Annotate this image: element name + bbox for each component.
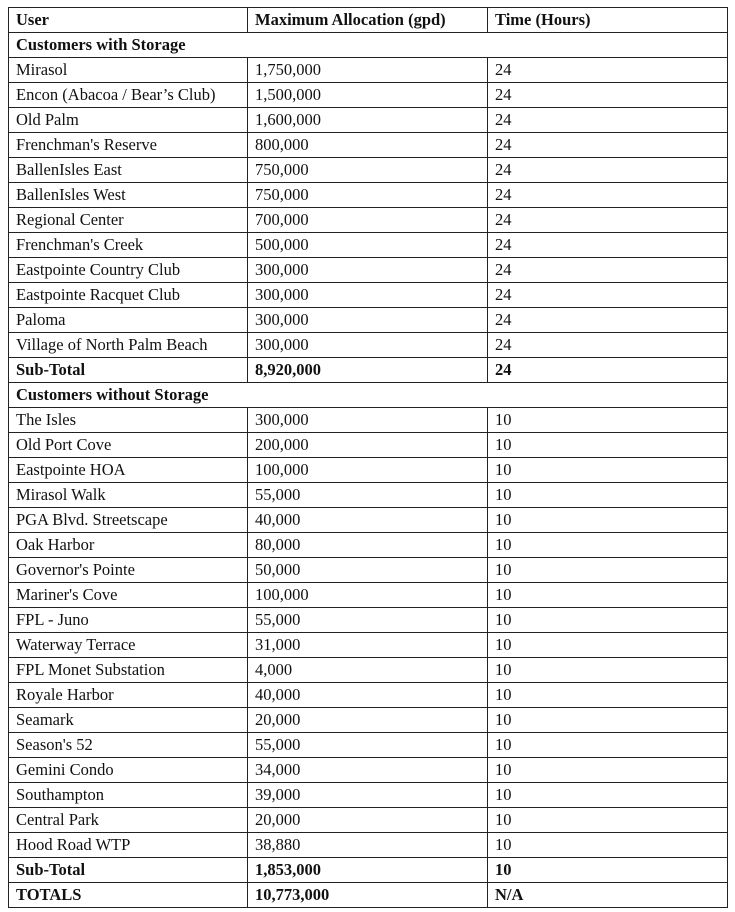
cell-user: Old Port Cove (9, 433, 248, 458)
cell-time: 10 (488, 833, 728, 858)
cell-allocation: 300,000 (248, 258, 488, 283)
cell-time: 10 (488, 683, 728, 708)
table-row (9, 83, 728, 108)
cell-allocation: 40,000 (248, 508, 488, 533)
cell-allocation: 1,750,000 (248, 58, 488, 83)
table-row (9, 308, 728, 333)
cell-time: 10 (488, 808, 728, 833)
table-row (9, 508, 728, 533)
table-row (9, 533, 728, 558)
cell-user: BallenIsles East (9, 158, 248, 183)
header-allocation: Maximum Allocation (gpd) (248, 8, 488, 33)
table-row (9, 658, 728, 683)
cell-time: 24 (488, 58, 728, 83)
cell-user: FPL - Juno (9, 608, 248, 633)
cell-time: 24 (488, 158, 728, 183)
cell-allocation: 4,000 (248, 658, 488, 683)
section-title-no-storage: Customers without Storage (9, 383, 728, 408)
subtotal-allocation: 1,853,000 (248, 858, 488, 883)
table-row (9, 233, 728, 258)
cell-allocation: 750,000 (248, 158, 488, 183)
cell-user: Gemini Condo (9, 758, 248, 783)
table-row (9, 108, 728, 133)
cell-allocation: 40,000 (248, 683, 488, 708)
allocation-table-container (8, 7, 727, 908)
table-row (9, 408, 728, 433)
table-row (9, 483, 728, 508)
cell-user: Season's 52 (9, 733, 248, 758)
cell-user: Oak Harbor (9, 533, 248, 558)
cell-allocation: 55,000 (248, 608, 488, 633)
cell-user: Central Park (9, 808, 248, 833)
cell-allocation: 55,000 (248, 733, 488, 758)
table-row (9, 333, 728, 358)
cell-user: The Isles (9, 408, 248, 433)
table-row (9, 633, 728, 658)
cell-user: Mirasol (9, 58, 248, 83)
table-row (9, 58, 728, 83)
cell-time: 24 (488, 183, 728, 208)
section-no-storage-row (9, 383, 728, 408)
subtotal-time: 10 (488, 858, 728, 883)
cell-allocation: 100,000 (248, 583, 488, 608)
cell-user: Eastpointe Racquet Club (9, 283, 248, 308)
cell-time: 10 (488, 558, 728, 583)
cell-user: Village of North Palm Beach (9, 333, 248, 358)
cell-user: Mariner's Cove (9, 583, 248, 608)
cell-time: 10 (488, 508, 728, 533)
cell-user: PGA Blvd. Streetscape (9, 508, 248, 533)
table-body (9, 8, 728, 908)
cell-user: Frenchman's Creek (9, 233, 248, 258)
subtotal-row-storage (9, 358, 728, 383)
cell-allocation: 300,000 (248, 308, 488, 333)
cell-user: Old Palm (9, 108, 248, 133)
subtotal-row-no-storage (9, 858, 728, 883)
cell-time: 10 (488, 633, 728, 658)
cell-time: 24 (488, 108, 728, 133)
cell-user: Paloma (9, 308, 248, 333)
subtotal-allocation: 8,920,000 (248, 358, 488, 383)
cell-allocation: 300,000 (248, 333, 488, 358)
section-title-storage: Customers with Storage (9, 33, 728, 58)
table-row (9, 158, 728, 183)
cell-allocation: 200,000 (248, 433, 488, 458)
cell-time: 10 (488, 483, 728, 508)
cell-allocation: 55,000 (248, 483, 488, 508)
cell-allocation: 100,000 (248, 458, 488, 483)
cell-time: 24 (488, 333, 728, 358)
totals-allocation: 10,773,000 (248, 883, 488, 908)
cell-time: 10 (488, 783, 728, 808)
totals-label: TOTALS (9, 883, 248, 908)
cell-user: Royale Harbor (9, 683, 248, 708)
cell-allocation: 800,000 (248, 133, 488, 158)
table-row (9, 208, 728, 233)
cell-allocation: 1,600,000 (248, 108, 488, 133)
table-row (9, 833, 728, 858)
table-row (9, 258, 728, 283)
cell-allocation: 700,000 (248, 208, 488, 233)
cell-user: FPL Monet Substation (9, 658, 248, 683)
cell-user: Frenchman's Reserve (9, 133, 248, 158)
table-row (9, 608, 728, 633)
table-row (9, 683, 728, 708)
table-row (9, 783, 728, 808)
cell-time: 24 (488, 233, 728, 258)
table-row (9, 808, 728, 833)
table-row (9, 133, 728, 158)
table-row (9, 758, 728, 783)
cell-time: 24 (488, 208, 728, 233)
cell-user: BallenIsles West (9, 183, 248, 208)
cell-time: 10 (488, 458, 728, 483)
cell-user: Seamark (9, 708, 248, 733)
subtotal-time: 24 (488, 358, 728, 383)
cell-user: Waterway Terrace (9, 633, 248, 658)
cell-time: 10 (488, 408, 728, 433)
cell-time: 24 (488, 83, 728, 108)
table-row (9, 433, 728, 458)
cell-allocation: 80,000 (248, 533, 488, 558)
table-row (9, 458, 728, 483)
header-user: User (9, 8, 248, 33)
cell-user: Eastpointe Country Club (9, 258, 248, 283)
allocation-table (8, 7, 728, 908)
table-row (9, 733, 728, 758)
cell-time: 10 (488, 758, 728, 783)
header-time: Time (Hours) (488, 8, 728, 33)
cell-user: Regional Center (9, 208, 248, 233)
cell-allocation: 39,000 (248, 783, 488, 808)
cell-allocation: 500,000 (248, 233, 488, 258)
cell-user: Hood Road WTP (9, 833, 248, 858)
cell-time: 10 (488, 433, 728, 458)
header-row (9, 8, 728, 33)
cell-time: 24 (488, 283, 728, 308)
totals-time: N/A (488, 883, 728, 908)
table-row (9, 183, 728, 208)
cell-user: Mirasol Walk (9, 483, 248, 508)
table-row (9, 583, 728, 608)
table-row (9, 283, 728, 308)
totals-row (9, 883, 728, 908)
table-row (9, 708, 728, 733)
subtotal-label: Sub-Total (9, 358, 248, 383)
cell-allocation: 20,000 (248, 708, 488, 733)
cell-time: 10 (488, 708, 728, 733)
cell-time: 10 (488, 608, 728, 633)
cell-allocation: 300,000 (248, 283, 488, 308)
cell-user: Governor's Pointe (9, 558, 248, 583)
cell-allocation: 31,000 (248, 633, 488, 658)
cell-time: 10 (488, 658, 728, 683)
cell-time: 10 (488, 533, 728, 558)
cell-allocation: 750,000 (248, 183, 488, 208)
cell-user: Encon (Abacoa / Bear’s Club) (9, 83, 248, 108)
cell-time: 10 (488, 583, 728, 608)
cell-time: 24 (488, 308, 728, 333)
cell-time: 10 (488, 733, 728, 758)
section-storage-row (9, 33, 728, 58)
cell-allocation: 20,000 (248, 808, 488, 833)
cell-time: 24 (488, 133, 728, 158)
cell-allocation: 300,000 (248, 408, 488, 433)
cell-user: Eastpointe HOA (9, 458, 248, 483)
cell-allocation: 50,000 (248, 558, 488, 583)
cell-allocation: 1,500,000 (248, 83, 488, 108)
cell-allocation: 34,000 (248, 758, 488, 783)
table-row (9, 558, 728, 583)
cell-time: 24 (488, 258, 728, 283)
cell-allocation: 38,880 (248, 833, 488, 858)
cell-user: Southampton (9, 783, 248, 808)
subtotal-label: Sub-Total (9, 858, 248, 883)
